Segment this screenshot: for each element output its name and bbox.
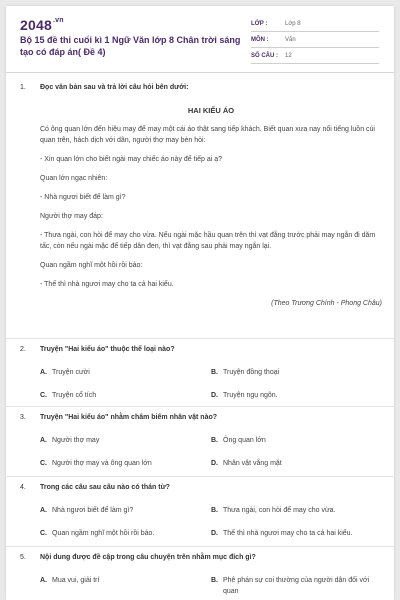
question-3-options	[40, 435, 382, 469]
passage-paragraph: Quan lớn ngạc nhiên:	[40, 175, 108, 182]
reading-passage	[40, 105, 382, 309]
passage-paragraph: - Nhà ngươi biết để làm gì?	[40, 194, 126, 201]
divider	[6, 476, 394, 477]
option-b[interactable]: B. Phê phán sự coi thường của người dân đối với quan	[211, 577, 370, 595]
option-a[interactable]: A. Truyện cười	[40, 369, 90, 376]
passage-paragraph: - Thế thì nhà ngươi may cho ta cả hai kiểu.	[40, 281, 174, 288]
exam-page	[6, 6, 394, 600]
meta-subject: MÔN : Văn	[251, 32, 379, 48]
question-3-text: Truyện "Hai kiểu áo" nhằm châm biếm nhân vật nào?	[40, 414, 218, 421]
question-4-text: Trong các câu sau câu nào có thán từ?	[40, 484, 170, 491]
passage-source: (Theo Trương Chính - Phong Châu)	[271, 300, 382, 307]
question-4-options	[40, 505, 382, 539]
option-d[interactable]: D. Truyện ngụ ngôn.	[211, 392, 278, 399]
question-5-options	[40, 575, 382, 597]
exam-meta	[251, 16, 379, 64]
option-a[interactable]: A. Người thợ may	[40, 437, 100, 444]
question-1	[20, 82, 382, 317]
option-c[interactable]: C. Người thợ may và ông quan lớn	[40, 460, 152, 467]
question-1-head: 1. Đọc văn bản sau và trả lời câu hỏi bên dưới:	[20, 84, 189, 91]
option-d[interactable]: D. Nhân vật vắng mặt	[211, 460, 282, 467]
meta-class: LỚP : Lớp 8	[251, 16, 379, 32]
divider	[6, 406, 394, 407]
passage-paragraph: Có ông quan lớn đến hiệu may để may một cái áo thật sang tiếp khách. Biết quan xưa nay nổi tiếng luồn cúi quan trên, hách dịch với dân, người thợ may bèn hỏi:	[40, 126, 375, 144]
passage-paragraph: Quan ngầm nghĩ một hồi rồi bảo:	[40, 262, 143, 269]
question-2-text: Truyện "Hai kiểu áo" thuộc thể loại nào?	[40, 346, 175, 353]
question-4: 4. Trong các câu sau câu nào có thán từ? A. Nhà ngươi biết để làm gì? B. Thưa ngài, con hỏi để may cho vừa. C. Quan ngầm nghĩ một hồi rồi bảo. D. Thế thì nhà ngươi may cho ta cả hai kiểu.	[20, 482, 382, 539]
meta-count: SỐ CÂU : 12	[251, 48, 379, 64]
divider	[6, 338, 394, 339]
option-b[interactable]: B. Thưa ngài, con hỏi để may cho vừa.	[211, 507, 336, 514]
question-2: 2. Truyện "Hai kiểu áo" thuộc thể loại nào? A. Truyện cười B. Truyện đồng thoại C. Truyện cổ tích D. Truyện ngụ ngôn.	[20, 344, 382, 401]
option-a[interactable]: A. Nhà ngươi biết để làm gì?	[40, 507, 134, 514]
passage-paragraph: Người thợ may đáp:	[40, 213, 103, 220]
logo-text: 2048	[20, 17, 52, 33]
option-d[interactable]: D. Thế thì nhà ngươi may cho ta cả hai kiểu.	[211, 530, 353, 537]
logo-suffix: .vn	[52, 17, 64, 24]
question-3: 3. Truyện "Hai kiểu áo" nhằm châm biếm nhân vật nào? A. Người thợ may B. Ông quan lớn C. Người thợ may và ông quan lớn D. Nhân vật vắng mặt	[20, 412, 382, 469]
question-2-options	[40, 367, 382, 401]
option-c[interactable]: C. Quan ngầm nghĩ một hồi rồi bảo.	[40, 530, 155, 537]
question-5: 5. Nội dung được đề cập trong câu chuyện trên nhằm mục đích gì? A. Mua vui, giải trí B. Phê phán sự coi thường của người dân đối với quan	[20, 552, 382, 597]
passage-paragraph: - Thưa ngài, con hỏi để may cho vừa. Nếu ngài mặc hầu quan trên thì vạt đằng trước phải may ngắn đi dăm tấc, còn nếu ngài mặc để tiếp dân đen, thì vạt đằng sau phải may ngắn lại.	[40, 232, 376, 250]
option-c[interactable]: C. Truyện cổ tích	[40, 392, 97, 399]
option-b[interactable]: B. Truyện đồng thoại	[211, 369, 280, 376]
exam-header	[6, 6, 394, 73]
divider	[6, 546, 394, 547]
option-a[interactable]: A. Mua vui, giải trí	[40, 577, 100, 584]
question-1-text: Đọc văn bản sau và trả lời câu hỏi bên dưới:	[40, 84, 189, 91]
passage-title: HAI KIỂU ÁO	[187, 106, 235, 115]
passage-paragraph: - Xin quan lớn cho biết ngài may chiếc áo này để tiếp ai ạ?	[40, 156, 223, 163]
option-b[interactable]: B. Ông quan lớn	[211, 437, 266, 444]
site-logo[interactable]	[20, 17, 64, 33]
exam-title: Bộ 15 đề thi cuối kì 1 Ngữ Văn lớp 8 Chân trời sáng tạo có đáp án( Đề 4)	[20, 35, 241, 57]
question-5-text: Nội dung được đề cập trong câu chuyện trên nhằm mục đích gì?	[40, 554, 256, 561]
